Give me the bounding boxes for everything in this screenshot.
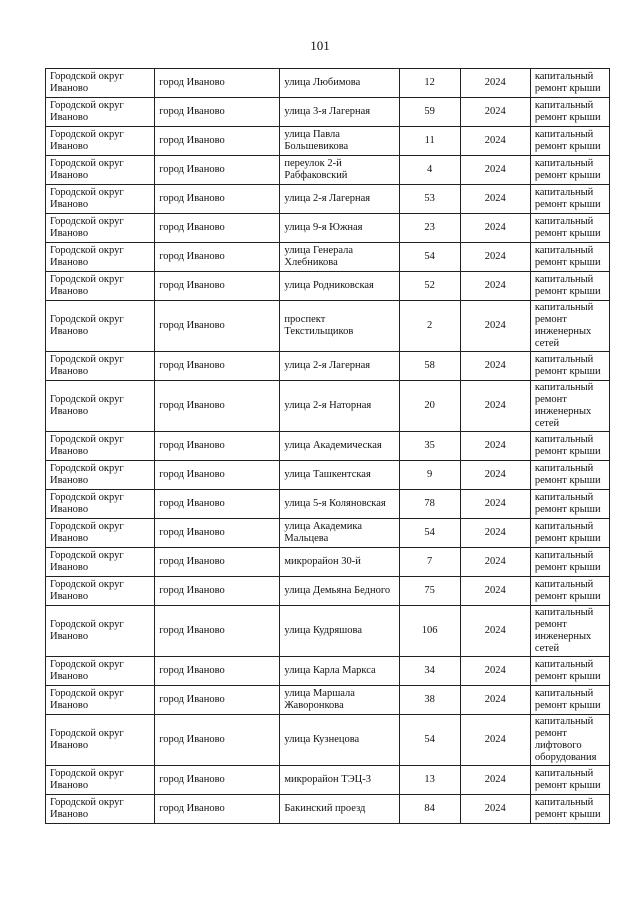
house-number-cell: 54 — [399, 715, 460, 766]
okrug-cell: Городской округ Иваново — [46, 185, 155, 214]
year-cell: 2024 — [460, 715, 530, 766]
house-number-cell: 23 — [399, 214, 460, 243]
work-type-cell: капитальный ремонт крыши — [530, 577, 609, 606]
okrug-cell: Городской округ Иваново — [46, 432, 155, 461]
year-cell: 2024 — [460, 214, 530, 243]
repair-schedule-table — [45, 68, 610, 824]
table-row — [46, 519, 610, 548]
street-cell: микрорайон ТЭЦ-3 — [280, 766, 399, 795]
year-cell: 2024 — [460, 381, 530, 432]
house-number-cell: 35 — [399, 432, 460, 461]
city-cell: город Иваново — [155, 606, 280, 657]
okrug-cell: Городской округ Иваново — [46, 98, 155, 127]
year-cell: 2024 — [460, 185, 530, 214]
table-row — [46, 127, 610, 156]
work-type-cell: капитальный ремонт крыши — [530, 156, 609, 185]
city-cell: город Иваново — [155, 214, 280, 243]
street-cell: улица Демьяна Бедного — [280, 577, 399, 606]
table-body — [46, 69, 610, 824]
house-number-cell: 106 — [399, 606, 460, 657]
city-cell: город Иваново — [155, 352, 280, 381]
okrug-cell: Городской округ Иваново — [46, 490, 155, 519]
okrug-cell: Городской округ Иваново — [46, 766, 155, 795]
year-cell: 2024 — [460, 127, 530, 156]
work-type-cell: капитальный ремонт инженерных сетей — [530, 381, 609, 432]
house-number-cell: 58 — [399, 352, 460, 381]
year-cell: 2024 — [460, 243, 530, 272]
okrug-cell: Городской округ Иваново — [46, 548, 155, 577]
house-number-cell: 75 — [399, 577, 460, 606]
work-type-cell: капитальный ремонт крыши — [530, 795, 609, 824]
city-cell: город Иваново — [155, 69, 280, 98]
street-cell: улица Маршала Жаворонкова — [280, 686, 399, 715]
house-number-cell: 11 — [399, 127, 460, 156]
house-number-cell: 34 — [399, 657, 460, 686]
work-type-cell: капитальный ремонт крыши — [530, 214, 609, 243]
city-cell: город Иваново — [155, 577, 280, 606]
city-cell: город Иваново — [155, 715, 280, 766]
city-cell: город Иваново — [155, 795, 280, 824]
okrug-cell: Городской округ Иваново — [46, 519, 155, 548]
city-cell: город Иваново — [155, 766, 280, 795]
street-cell: улица 9-я Южная — [280, 214, 399, 243]
table-row — [46, 156, 610, 185]
work-type-cell: капитальный ремонт крыши — [530, 461, 609, 490]
okrug-cell: Городской округ Иваново — [46, 69, 155, 98]
table-row — [46, 381, 610, 432]
okrug-cell: Городской округ Иваново — [46, 301, 155, 352]
year-cell: 2024 — [460, 766, 530, 795]
year-cell: 2024 — [460, 657, 530, 686]
city-cell: город Иваново — [155, 548, 280, 577]
house-number-cell: 20 — [399, 381, 460, 432]
work-type-cell: капитальный ремонт крыши — [530, 432, 609, 461]
year-cell: 2024 — [460, 490, 530, 519]
work-type-cell: капитальный ремонт крыши — [530, 766, 609, 795]
table-row — [46, 461, 610, 490]
year-cell: 2024 — [460, 98, 530, 127]
street-cell: Бакинский проезд — [280, 795, 399, 824]
city-cell: город Иваново — [155, 686, 280, 715]
work-type-cell: капитальный ремонт крыши — [530, 490, 609, 519]
table-row — [46, 185, 610, 214]
street-cell: микрорайон 30-й — [280, 548, 399, 577]
table-row — [46, 548, 610, 577]
table-row — [46, 432, 610, 461]
house-number-cell: 53 — [399, 185, 460, 214]
okrug-cell: Городской округ Иваново — [46, 577, 155, 606]
year-cell: 2024 — [460, 606, 530, 657]
okrug-cell: Городской округ Иваново — [46, 606, 155, 657]
street-cell: улица Академическая — [280, 432, 399, 461]
street-cell: улица 2-я Лагерная — [280, 352, 399, 381]
work-type-cell: капитальный ремонт лифтового оборудования — [530, 715, 609, 766]
street-cell: улица Кудряшова — [280, 606, 399, 657]
street-cell: проспект Текстильщиков — [280, 301, 399, 352]
house-number-cell: 12 — [399, 69, 460, 98]
house-number-cell: 2 — [399, 301, 460, 352]
house-number-cell: 13 — [399, 766, 460, 795]
city-cell: город Иваново — [155, 381, 280, 432]
house-number-cell: 38 — [399, 686, 460, 715]
street-cell: переулок 2-й Рабфаковский — [280, 156, 399, 185]
okrug-cell: Городской округ Иваново — [46, 127, 155, 156]
street-cell: улица Любимова — [280, 69, 399, 98]
okrug-cell: Городской округ Иваново — [46, 461, 155, 490]
work-type-cell: капитальный ремонт инженерных сетей — [530, 301, 609, 352]
table-row — [46, 577, 610, 606]
street-cell: улица Родниковская — [280, 272, 399, 301]
table-row — [46, 272, 610, 301]
table-row — [46, 686, 610, 715]
street-cell: улица Генерала Хлебникова — [280, 243, 399, 272]
okrug-cell: Городской округ Иваново — [46, 156, 155, 185]
table-row — [46, 69, 610, 98]
street-cell: улица 5-я Коляновская — [280, 490, 399, 519]
table-row — [46, 352, 610, 381]
house-number-cell: 84 — [399, 795, 460, 824]
year-cell: 2024 — [460, 156, 530, 185]
table-row — [46, 301, 610, 352]
city-cell: город Иваново — [155, 301, 280, 352]
house-number-cell: 54 — [399, 243, 460, 272]
street-cell: улица Академика Мальцева — [280, 519, 399, 548]
year-cell: 2024 — [460, 461, 530, 490]
table-row — [46, 715, 610, 766]
house-number-cell: 52 — [399, 272, 460, 301]
work-type-cell: капитальный ремонт крыши — [530, 548, 609, 577]
work-type-cell: капитальный ремонт крыши — [530, 519, 609, 548]
street-cell: улица Кузнецова — [280, 715, 399, 766]
work-type-cell: капитальный ремонт крыши — [530, 686, 609, 715]
table-row — [46, 657, 610, 686]
street-cell: улица 2-я Наторная — [280, 381, 399, 432]
okrug-cell: Городской округ Иваново — [46, 715, 155, 766]
year-cell: 2024 — [460, 301, 530, 352]
table-row — [46, 795, 610, 824]
okrug-cell: Городской округ Иваново — [46, 657, 155, 686]
house-number-cell: 78 — [399, 490, 460, 519]
street-cell: улица 2-я Лагерная — [280, 185, 399, 214]
table-row — [46, 98, 610, 127]
table-row — [46, 490, 610, 519]
city-cell: город Иваново — [155, 243, 280, 272]
page-number: 101 — [310, 38, 330, 53]
okrug-cell: Городской округ Иваново — [46, 243, 155, 272]
year-cell: 2024 — [460, 548, 530, 577]
street-cell: улица Павла Большевикова — [280, 127, 399, 156]
work-type-cell: капитальный ремонт крыши — [530, 69, 609, 98]
year-cell: 2024 — [460, 519, 530, 548]
city-cell: город Иваново — [155, 461, 280, 490]
year-cell: 2024 — [460, 795, 530, 824]
city-cell: город Иваново — [155, 272, 280, 301]
street-cell: улица 3-я Лагерная — [280, 98, 399, 127]
year-cell: 2024 — [460, 686, 530, 715]
house-number-cell: 54 — [399, 519, 460, 548]
work-type-cell: капитальный ремонт крыши — [530, 352, 609, 381]
city-cell: город Иваново — [155, 185, 280, 214]
city-cell: город Иваново — [155, 519, 280, 548]
city-cell: город Иваново — [155, 432, 280, 461]
table-row — [46, 243, 610, 272]
work-type-cell: капитальный ремонт крыши — [530, 272, 609, 301]
city-cell: город Иваново — [155, 127, 280, 156]
work-type-cell: капитальный ремонт крыши — [530, 243, 609, 272]
okrug-cell: Городской округ Иваново — [46, 381, 155, 432]
table-row — [46, 766, 610, 795]
year-cell: 2024 — [460, 577, 530, 606]
work-type-cell: капитальный ремонт крыши — [530, 185, 609, 214]
year-cell: 2024 — [460, 69, 530, 98]
work-type-cell: капитальный ремонт крыши — [530, 657, 609, 686]
house-number-cell: 4 — [399, 156, 460, 185]
work-type-cell: капитальный ремонт инженерных сетей — [530, 606, 609, 657]
year-cell: 2024 — [460, 272, 530, 301]
street-cell: улица Карла Маркса — [280, 657, 399, 686]
work-type-cell: капитальный ремонт крыши — [530, 98, 609, 127]
city-cell: город Иваново — [155, 156, 280, 185]
okrug-cell: Городской округ Иваново — [46, 686, 155, 715]
city-cell: город Иваново — [155, 98, 280, 127]
house-number-cell: 59 — [399, 98, 460, 127]
city-cell: город Иваново — [155, 657, 280, 686]
okrug-cell: Городской округ Иваново — [46, 214, 155, 243]
year-cell: 2024 — [460, 352, 530, 381]
table-row — [46, 606, 610, 657]
city-cell: город Иваново — [155, 490, 280, 519]
house-number-cell: 7 — [399, 548, 460, 577]
okrug-cell: Городской округ Иваново — [46, 352, 155, 381]
table-row — [46, 214, 610, 243]
year-cell: 2024 — [460, 432, 530, 461]
street-cell: улица Ташкентская — [280, 461, 399, 490]
okrug-cell: Городской округ Иваново — [46, 272, 155, 301]
okrug-cell: Городской округ Иваново — [46, 795, 155, 824]
house-number-cell: 9 — [399, 461, 460, 490]
work-type-cell: капитальный ремонт крыши — [530, 127, 609, 156]
